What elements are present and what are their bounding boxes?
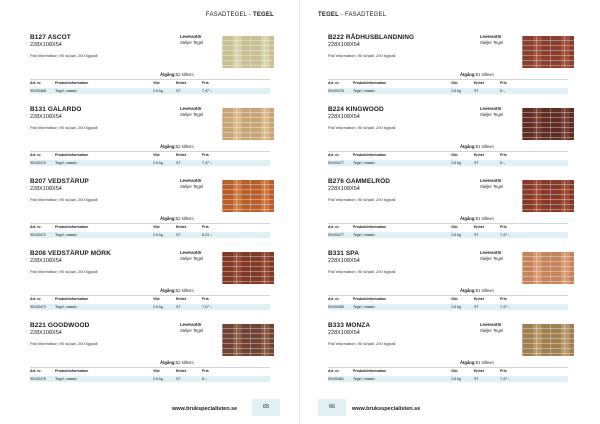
supplier: Leverantör Steljer Tegel <box>480 106 503 117</box>
brick-swatch-image <box>222 180 274 212</box>
page-number: 66 <box>318 399 346 416</box>
product-name: B127 ASCOT <box>30 34 71 41</box>
product-block <box>300 250 600 316</box>
pall-info: Pall information: 90 st/pall, 200 kg/pall <box>30 341 98 346</box>
product-name: B208 VEDSTÄRUP MÖRK <box>30 250 111 257</box>
table-header: Art. nr. Produktinformation Vikt Enhet Pris <box>30 297 209 301</box>
supplier: Leverantör Steljer Tegel <box>180 178 203 189</box>
consumption: Åtgång:51 st/kvm <box>460 360 494 365</box>
table-row: 99100472 Tegel, massiv 2,5 kg ST 6,23 :- <box>30 232 270 238</box>
table-row: 99100476 Tegel, massiv 2,5 kg ST 8 :- <box>328 88 568 94</box>
pall-info: Pall information: 90 st/pall, 200 kg/pall <box>328 53 396 58</box>
table-row: 99100481 Tegel, massiv 2,5 kg ST 7,47 :- <box>328 376 568 382</box>
pall-info: Pall information: 90 st/pall, 200 kg/pall <box>328 341 396 346</box>
product-block <box>0 106 300 172</box>
supplier: Leverantör Steljer Tegel <box>180 322 203 333</box>
product-name: B221 GOODWOOD <box>30 322 90 329</box>
consumption: Åtgång:51 st/kvm <box>160 216 194 221</box>
footer-website: www.brukspecialisten.se <box>172 406 238 412</box>
table-row: 99100470 Tegel, massiv 2,5 kg ST 7,47 :- <box>30 160 270 166</box>
brick-swatch-image <box>522 324 574 356</box>
table-row: 99100468 Tegel, massiv 2,5 kg ST 7,47 :- <box>30 88 270 94</box>
product-name: B222 RÅDHUSBLANDNING <box>328 34 415 41</box>
product-size: 228X108X54 <box>328 330 360 336</box>
brick-swatch-image <box>522 108 574 140</box>
product-size: 228X108X54 <box>328 186 360 192</box>
table-header: Art. nr. Produktinformation Vikt Enhet Pris <box>30 81 209 85</box>
supplier: Leverantör Steljer Tegel <box>180 106 203 117</box>
supplier: Leverantör Steljer Tegel <box>180 34 203 45</box>
product-block <box>0 322 300 388</box>
table-row: 99100473 Tegel, massiv 2,5 kg ST 7,07 :- <box>30 304 270 310</box>
product-name: B276 GAMMELRÖD <box>328 178 391 185</box>
right-page <box>300 0 600 424</box>
supplier: Leverantör Steljer Tegel <box>480 322 503 333</box>
product-size: 228X108X54 <box>30 330 62 336</box>
pall-info: Pall information: 90 st/pall, 200 kg/pall <box>328 269 396 274</box>
page-header: FASADTEGEL - TEGEL <box>205 12 274 18</box>
table-header: Art. nr. Produktinformation Vikt Enhet Pris <box>328 153 507 157</box>
supplier: Leverantör Steljer Tegel <box>180 250 203 261</box>
footer-website: www.bruksspecialisten.se <box>352 406 421 412</box>
product-name: B331 SPA <box>328 250 360 257</box>
brick-swatch-image <box>222 324 274 356</box>
product-block <box>0 178 300 244</box>
supplier: Leverantör Steljer Tegel <box>480 34 503 45</box>
product-block <box>300 106 600 172</box>
table-row: 99100477 Tegel, massiv 2,5 kg ST 7,47 :- <box>328 232 568 238</box>
product-size: 228X108X54 <box>30 114 62 120</box>
consumption: Åtgång:51 st/kvm <box>460 216 494 221</box>
table-row: 99100477 Tegel, massiv 2,5 kg ST 8 :- <box>328 160 568 166</box>
table-header: Art. nr. Produktinformation Vikt Enhet Pris <box>30 153 209 157</box>
consumption: Åtgång:51 st/kvm <box>160 288 194 293</box>
table-header: Art. nr. Produktinformation Vikt Enhet Pris <box>30 369 209 373</box>
table-header: Art. nr. Produktinformation Vikt Enhet Pris <box>328 81 507 85</box>
table-header: Art. nr. Produktinformation Vikt Enhet Pris <box>328 369 507 373</box>
supplier: Leverantör Steljer Tegel <box>480 250 503 261</box>
consumption: Åtgång:51 st/kvm <box>160 72 194 77</box>
pall-info: Pall information: 90 st/pall, 200 kg/pall <box>30 269 98 274</box>
consumption: Åtgång:51 st/kvm <box>460 144 494 149</box>
product-size: 228X108X54 <box>328 42 360 48</box>
product-block <box>0 34 300 100</box>
brick-swatch-image <box>522 36 574 68</box>
product-block <box>0 250 300 316</box>
table-header: Art. nr. Produktinformation Vikt Enhet Pris <box>328 297 507 301</box>
brick-swatch-image <box>522 180 574 212</box>
product-size: 228X108X54 <box>328 258 360 264</box>
brick-swatch-image <box>222 108 274 140</box>
product-size: 228X108X54 <box>30 258 62 264</box>
pall-info: Pall information: 90 st/pall, 200 kg/pall <box>328 197 396 202</box>
table-row: 99100480 Tegel, massiv 2,5 kg ST 7,47 :- <box>328 304 568 310</box>
table-header: Art. nr. Produktinformation Vikt Enhet Pris <box>328 225 507 229</box>
consumption: Åtgång:51 st/kvm <box>160 360 194 365</box>
brick-swatch-image <box>222 252 274 284</box>
brick-swatch-image <box>222 36 274 68</box>
supplier: Leverantör Steljer Tegel <box>480 178 503 189</box>
product-size: 228X108X54 <box>30 186 62 192</box>
brick-swatch-image <box>522 252 574 284</box>
pall-info: Pall information: 90 st/pall, 200 kg/pall <box>328 125 396 130</box>
product-block <box>300 322 600 388</box>
pall-info: Pall information: 90 st/pall, 200 kg/pall <box>30 197 98 202</box>
consumption: Åtgång:51 st/kvm <box>160 144 194 149</box>
pall-info: Pall information: 90 st/pall, 200 kg/pall <box>30 125 98 130</box>
product-size: 228X108X54 <box>328 114 360 120</box>
table-row: 99100475 Tegel, massiv 2,5 kg ST 8 :- <box>30 376 270 382</box>
consumption: Åtgång:51 st/kvm <box>460 288 494 293</box>
product-block <box>300 178 600 244</box>
product-size: 228X108X54 <box>30 42 62 48</box>
product-name: B333 MONZA <box>328 322 371 329</box>
page-header: TEGEL - FASADTEGEL <box>318 12 387 18</box>
table-header: Art. nr. Produktinformation Vikt Enhet Pris <box>30 225 209 229</box>
consumption: Åtgång:51 st/kvm <box>460 72 494 77</box>
product-name: B207 VEDSTÄRUP <box>30 178 89 185</box>
product-block <box>300 34 600 100</box>
product-name: B224 KINGWOOD <box>328 106 384 113</box>
product-name: B131 GALARDO <box>30 106 82 113</box>
page-number: 65 <box>252 399 280 416</box>
pall-info: Pall information: 90 st/pall, 200 kg/pall <box>30 53 98 58</box>
